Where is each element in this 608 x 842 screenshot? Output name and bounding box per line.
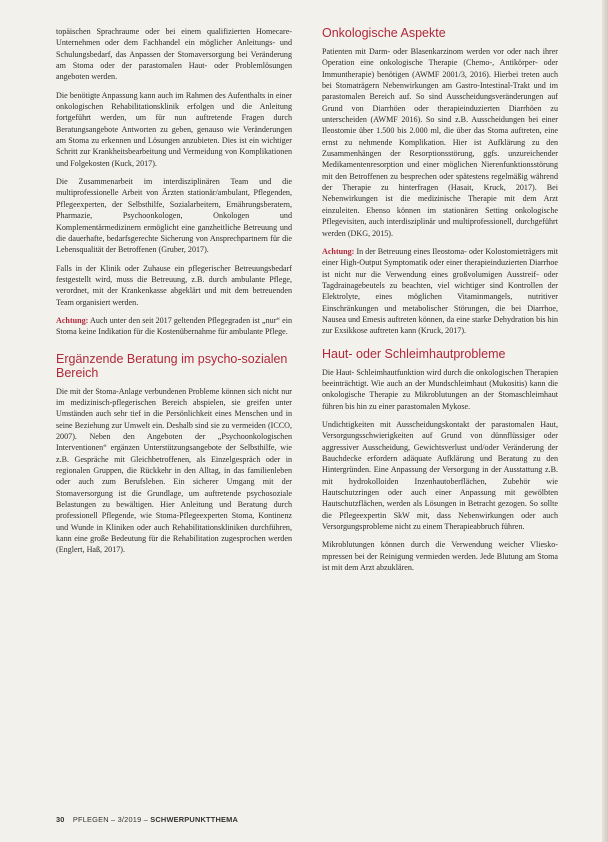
warning-paragraph xyxy=(322,246,558,337)
paragraph: Die Zusammenarbeit im interdisziplinären Team und die multiprofessionelle Arbeit von Ärzten stationär/ambulant, Pflegenden, Pflegeexperten, der Selbsthilfe, Sozialarbeitern, Ernährungsberatern, Pharmazie, Psychoonkologen, Onkologen und Komplementärmedizinern ermöglicht eine ganzheitliche Betreuung und die dauerhafte, bedarfsgerechte Sicherung von Ansprechpartnern für die Lebensqualität der Betroffenen (Gruber, 2017). xyxy=(56,177,292,255)
warning-label: Achtung: xyxy=(322,246,355,256)
paragraph: Falls in der Klinik oder Zuhause ein pflegerischer Betreuungsbedarf festgestellt wird, muss die Betreuung, z.B. durch ambulante Pflege, verordnet, mit der Krankenkasse abgeklärt und mit dem betreuenden Team organisiert werden. xyxy=(56,263,292,307)
magazine-issue: PFLEGEN – 3/2019 – xyxy=(72,815,148,824)
page-edge-shadow xyxy=(602,0,608,842)
paragraph: Die mit der Stoma-Anlage verbundenen Probleme können sich nicht nur im medizinisch-pflegerischen Bereich abspielen, sie greifen unter Umständen auch sehr tief in die Persönlichkeit eines Menschen und in seine Beziehung zur Umwelt ein. Deshalb sind sie zu vermeiden (ICCO, 2007). Neben den Angeboten der „Psychoonkologischen Interventionen“ ergänzen Unterstützungsangebote der Selbsthilfe, wie z.B. Gespräche mit Gleichbetroffenen, als Einzelgespräch oder in regionalen Gruppen, die Rückkehr in den Alltag, in das familienleben oder auch zum Berufsleben. Ein sicherer Umgang mit der Stomaversorgung ist die Grundlage, um auftretende psychosoziale Belastungen zu bewältigen. Hier Anleitung und Beratung durch professionell Pflegende, wie Stoma-Pflegeexperten Stoma, Kontinenz und Wunde in Kliniken oder auch Rehabilitationskliniken durchführen, kann eine große Bedeutung für die Rehabilitation zugesprochen werden (Englert, Haß, 2017). xyxy=(56,386,292,555)
paragraph: Die Haut- Schleimhautfunktion wird durch die onkologischen Therapien beeinträchtigt. Wie auch an der Mundschleimhaut (Mukositis) kann die onkologische Therapie zu Mikroblutungen an der Stomaschleimhaut führen bis hin zu einer parastomalen Mykose. xyxy=(322,367,558,411)
paragraph: Die benötigte Anpassung kann auch im Rahmen des Aufenthalts in einer onkologischen Rehabilitationsklinik erfolgen und die Anleitung fortgeführt werden, um für nun auftretende Fragen durch Beratungsangebote Antworten zu geben, genauso wie Veränderungen am Stoma zu erkennen und Lösungen anzubieten. Dies ist ein wichtiger Schritt zur Krankheitsbearbeitung und Vermeidung von Komplikationen und Folgekosten (Kuck, 2017). xyxy=(56,90,292,168)
right-column xyxy=(322,26,558,580)
paragraph: Mikroblutungen können durch die Verwendung weicher Vlieskompressen bei der Reinigung vermieden werden. Jede Blutung am Stoma ist mit dem Arzt abzuklären. xyxy=(322,540,558,573)
section-heading: Haut- oder Schleimhautprobleme xyxy=(322,346,506,361)
page-footer xyxy=(56,815,556,829)
paragraph: Patienten mit Darm- oder Blasenkarzinom werden vor oder nach ihrer Operation eine onkologische Therapie (Chemo-, Antikörper- oder Immuntherapie) benötigen (AWMF 2001/3, 2016). Hierbei treten auch bei Stomaträgern Nebenwirkungen am Gastro-Intestinal-Trakt und im parastomalen Bereich auf. So sind Ausscheidungsveränderungen auf Grund von Diarrhöen oder therapieinduzierten Diarrhöen zu unterscheiden (AWMF 2016). So sind z.B. Ausscheidungen bei einer Ileostomie über 1.500 bis 2.000 ml, die über das Stoma auftreten, eine ernst zu nehmende Komplikation. Hier ist Aufklärung zu den Zusammenhängen der Resorptionsstörung, ggfs. unzureichender Medikamentenresorption und einer möglichen Nierenfunktionsstörung mit den Betroffenen zu besprechen oder spätestens regelmäßig während der Therapie zu hinterfragen (Hasait, Kruck, 2017). Bei Nebenwirkungen ist die medizinische Therapie mit dem Arzt einzuleiten. Ebenso können im stationären Setting onkologische Pflegevisiten, auch interdisziplinär und multiprofessionell, durchgeführt werden (DKG, 2015). xyxy=(322,47,558,238)
section-heading: Ergänzende Beratung im psycho-sozialen Bereich xyxy=(56,351,288,380)
left-column xyxy=(56,26,292,563)
section-heading: Onkologische Aspekte xyxy=(322,26,446,40)
warning-text: In der Betreuung eines Ileostoma- oder Kolostomieträgers mit einer High-Output Symptomatik oder einer therapieinduzierten Diarrhoe ist nicht nur die Verwendung eines großvolumigen Ausstreif- oder Tagdrainagebeutels zu beachten, viel wichtiger sind Kontrollen der Elektrolyte, eines möglichen Vitaminmangels, nutritiver Einschränkungen und metabolischer Störungen, die bei Diarrhoe, Nausea und Emesis auftreten können, da eine starke Dehydration bis hin zur Exsikkose auftreten kann (Kruck, 2017). xyxy=(322,246,558,336)
page-number: 30 xyxy=(56,815,65,824)
paragraph: topäischen Sprachraume oder bei einem qualifizierten Homecare-Unternehmen oder dem Fachhandel ein möglicher Anleitungs- und Schulungsbedarf, das Anpassen der Stomaversorgung bei Veränderung am Stoma oder der parastomalen Haut- oder Problemlösungen angeboten werden. xyxy=(56,27,292,82)
warning-paragraph xyxy=(56,315,292,338)
warning-label: Achtung: xyxy=(56,315,89,325)
section-label: SCHWERPUNKTTHEMA xyxy=(150,815,239,824)
paragraph: Undichtigkeiten mit Ausscheidungskontakt der parastomalen Haut, Versorgungsschwierigkeiten auf Grund von dünnflüssiger oder aggressiver Ausscheidung, Gewichtsverlust und/oder Veränderung der Bauchdecke erfordern adäquate Aufklärung und Beratung zu den Hintergründen. Eine Anpassung der Versorgung in der Ausstattung z.B. mit hydrokolloiden Inzenhautoberflächen, Zubehör wie Hautschutzringen oder auch einer Anpassung mit gewölbten Hautschutzflächen, werden als Lösungen in Betracht gezogen. So sollte die Pflegeexpertin SkW mit, dass Nebenwirkungen oder auch Versorgungsprobleme nicht zu einem Therapieabbruch führen. xyxy=(322,419,558,532)
warning-text: Auch unter den seit 2017 geltenden Pflegegraden ist „nur“ ein Stoma keine Indikation für die Kostenübernahme für ambulante Pflege. xyxy=(56,315,292,337)
